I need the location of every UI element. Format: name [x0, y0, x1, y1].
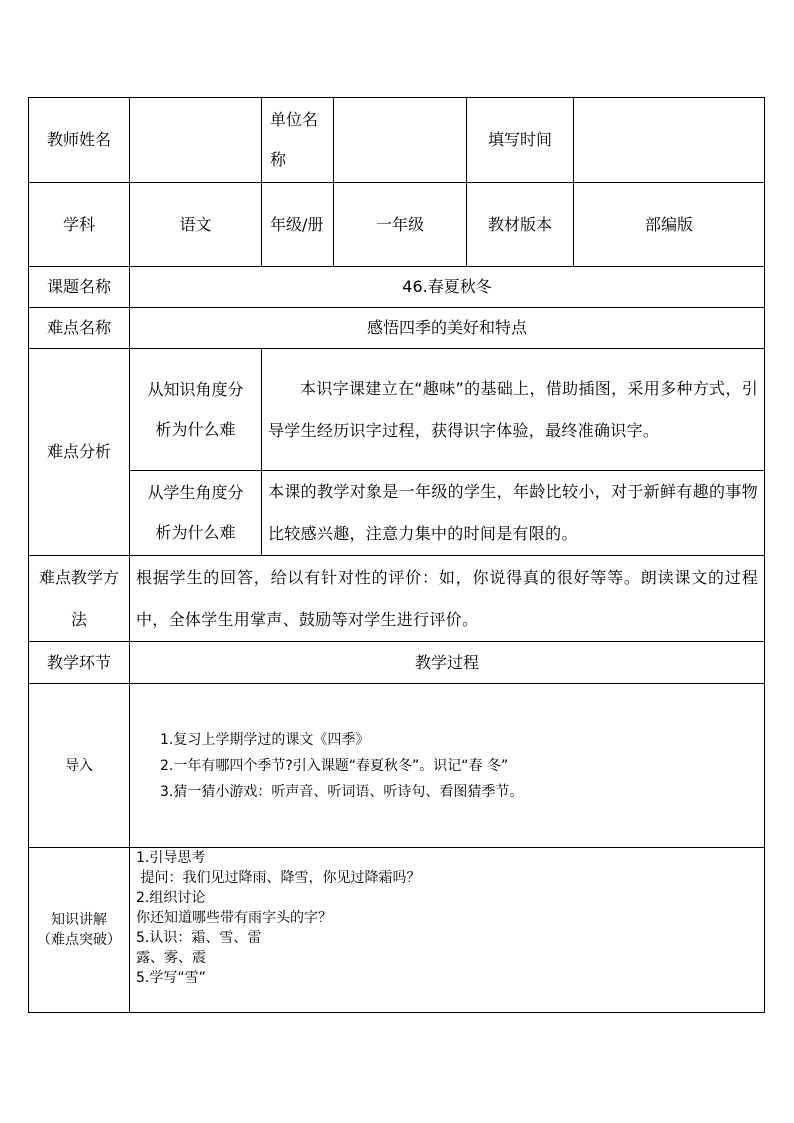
unit-label	[262, 98, 334, 183]
stage-header: 教学环节	[29, 642, 130, 684]
subject-value: 语文	[130, 183, 262, 267]
method-paragraph: 根据学生的回答，给以有针对性的评价：如，你说得真的很好等等。朗读课文的过程中，全体学生用掌声、鼓励等对学生进行评价。	[136, 567, 758, 629]
row-analysis-knowledge	[29, 349, 765, 471]
row-difficulty	[29, 308, 765, 349]
lesson-plan-table	[28, 97, 765, 1013]
row-knowledge	[29, 848, 765, 1013]
knowledge-label-line1: 知识讲解	[51, 912, 107, 928]
student-angle-paragraph: 本课的教学对象是一年级的学生，年龄比较小，对于新鲜有趣的事物比较感兴趣，注意力集中的时间是有限的。	[268, 482, 758, 543]
knowledge-label	[29, 848, 130, 1013]
grade-label	[262, 183, 334, 267]
row-topic	[29, 267, 765, 308]
edition-label: 教材版本	[467, 183, 574, 267]
intro-content	[130, 684, 765, 848]
intro-list	[130, 727, 764, 805]
knowledge-line: 1.引导思考	[136, 850, 206, 866]
knowledge-angle-content	[262, 349, 765, 471]
knowledge-label-line2: （难点突破）	[37, 932, 121, 948]
knowledge-line: 露、雾、震	[136, 950, 206, 966]
knowledge-line: 提问：我们见过降雨、降雪，你见过降霜吗？	[136, 870, 421, 886]
process-header: 教学过程	[130, 642, 765, 684]
student-angle-content	[262, 471, 765, 556]
knowledge-content	[130, 848, 765, 1013]
row-method	[29, 556, 765, 642]
topic-label: 课题名称	[29, 267, 130, 308]
knowledge-line: 2.组织讨论	[136, 890, 206, 906]
subject-label: 学科	[29, 183, 130, 267]
knowledge-angle-text: 从知识角度分析为什么难	[147, 379, 244, 439]
row-process-header	[29, 642, 765, 684]
intro-item: 1.复习上学期学过的课文《四季》	[160, 731, 370, 748]
difficulty-value: 感悟四季的美好和特点	[130, 308, 765, 349]
date-label: 填写时间	[467, 98, 574, 183]
edition-value: 部编版	[574, 183, 765, 267]
student-angle-label	[130, 471, 262, 556]
teacher-value	[130, 98, 262, 183]
student-angle-text: 从学生角度分析为什么难	[147, 483, 244, 542]
row-teacher-info	[29, 98, 765, 183]
row-analysis-student	[29, 471, 765, 556]
analysis-label: 难点分析	[29, 349, 130, 556]
method-content	[130, 556, 765, 642]
difficulty-label: 难点名称	[29, 308, 130, 349]
method-label-text: 难点教学方法	[39, 567, 120, 629]
knowledge-angle-label	[130, 349, 262, 471]
knowledge-line: 5.学写“雪”	[136, 970, 206, 986]
unit-label-text: 单位名称	[270, 110, 319, 169]
knowledge-angle-paragraph: 本识字课建立在“趣味”的基础上，借助插图，采用多种方式，引导学生经历识字过程，获得识字体验，最终准确识字。	[268, 378, 758, 440]
knowledge-line: 5.认识：霜、雪、雷	[136, 930, 262, 946]
grade-label-text: 年级/册	[270, 214, 324, 234]
unit-value	[334, 98, 467, 183]
date-value	[574, 98, 765, 183]
knowledge-line: 你还知道哪些带有雨字头的字？	[136, 910, 332, 926]
row-intro	[29, 684, 765, 848]
grade-value: 一年级	[334, 183, 467, 267]
method-label	[29, 556, 130, 642]
intro-item: 3.猜一猜小游戏：听声音、听词语、听诗句、看图猜季节。	[160, 783, 524, 800]
topic-value: 46.春夏秋冬	[130, 267, 765, 308]
knowledge-list	[130, 848, 764, 988]
row-subject-info	[29, 183, 765, 267]
intro-label: 导入	[29, 684, 130, 848]
teacher-label: 教师姓名	[29, 98, 130, 183]
intro-item: 2.一年有哪四个季节?引入课题“春夏秋冬”。识记“春 冬”	[160, 757, 509, 774]
